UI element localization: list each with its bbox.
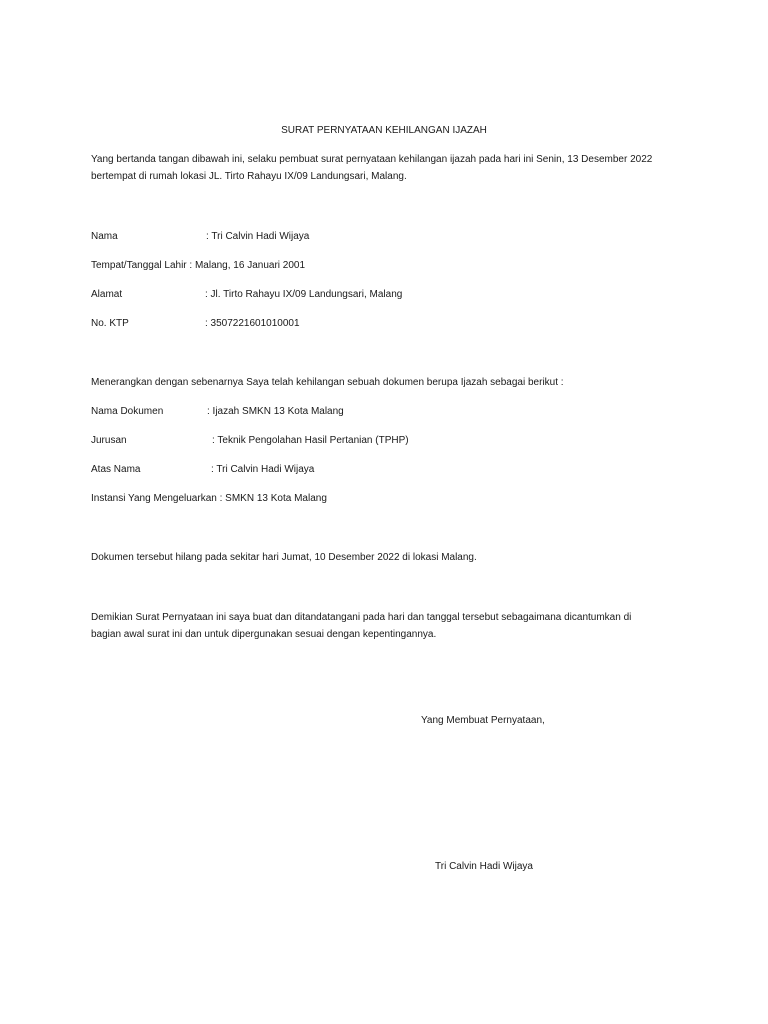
issuer-info: Instansi Yang Mengeluarkan : SMKN 13 Kota Malang <box>91 493 327 504</box>
ktp-label: No. KTP <box>91 318 129 329</box>
birth-info: Tempat/Tanggal Lahir : Malang, 16 Januari 2001 <box>91 260 306 271</box>
name-value: : Tri Calvin Hadi Wijaya <box>206 231 310 242</box>
major-label: Jurusan <box>91 435 127 446</box>
address-value: : Jl. Tirto Rahayu IX/09 Landungsari, Malang <box>205 289 403 300</box>
statement-line: Menerangkan dengan sebenarnya Saya telah kehilangan sebuah dokumen berupa Ijazah sebagai berikut : <box>91 377 564 388</box>
doc-name-label: Nama Dokumen <box>91 406 164 417</box>
lost-statement: Dokumen tersebut hilang pada sekitar hari Jumat, 10 Desember 2022 di lokasi Malang. <box>91 552 477 563</box>
doc-name-value: : Ijazah SMKN 13 Kota Malang <box>207 406 344 417</box>
signature-name: Tri Calvin Hadi Wijaya <box>435 861 533 872</box>
owner-value: : Tri Calvin Hadi Wijaya <box>211 464 315 475</box>
ktp-value: : 3507221601010001 <box>205 318 300 329</box>
intro-line-1: Yang bertanda tangan dibawah ini, selaku pembuat surat pernyataan kehilangan ijazah pada hari ini Senin, 13 Desember 2022 <box>91 154 653 165</box>
intro-line-2: bertempat di rumah lokasi JL. Tirto Rahayu IX/09 Landungsari, Malang. <box>91 171 407 182</box>
closing-line-1: Demikian Surat Pernyataan ini saya buat dan ditandatangani pada hari dan tanggal tersebut sebagaimana dicantumkan di <box>91 612 632 623</box>
closing-line-2: bagian awal surat ini dan untuk dipergunakan sesuai dengan kepentingannya. <box>91 629 437 640</box>
major-value: : Teknik Pengolahan Hasil Pertanian (TPHP) <box>212 435 409 446</box>
owner-label: Atas Nama <box>91 464 141 475</box>
name-label: Nama <box>91 231 118 242</box>
signature-heading: Yang Membuat Pernyataan, <box>421 715 545 726</box>
address-label: Alamat <box>91 289 123 300</box>
document-title: SURAT PERNYATAAN KEHILANGAN IJAZAH <box>281 125 487 136</box>
